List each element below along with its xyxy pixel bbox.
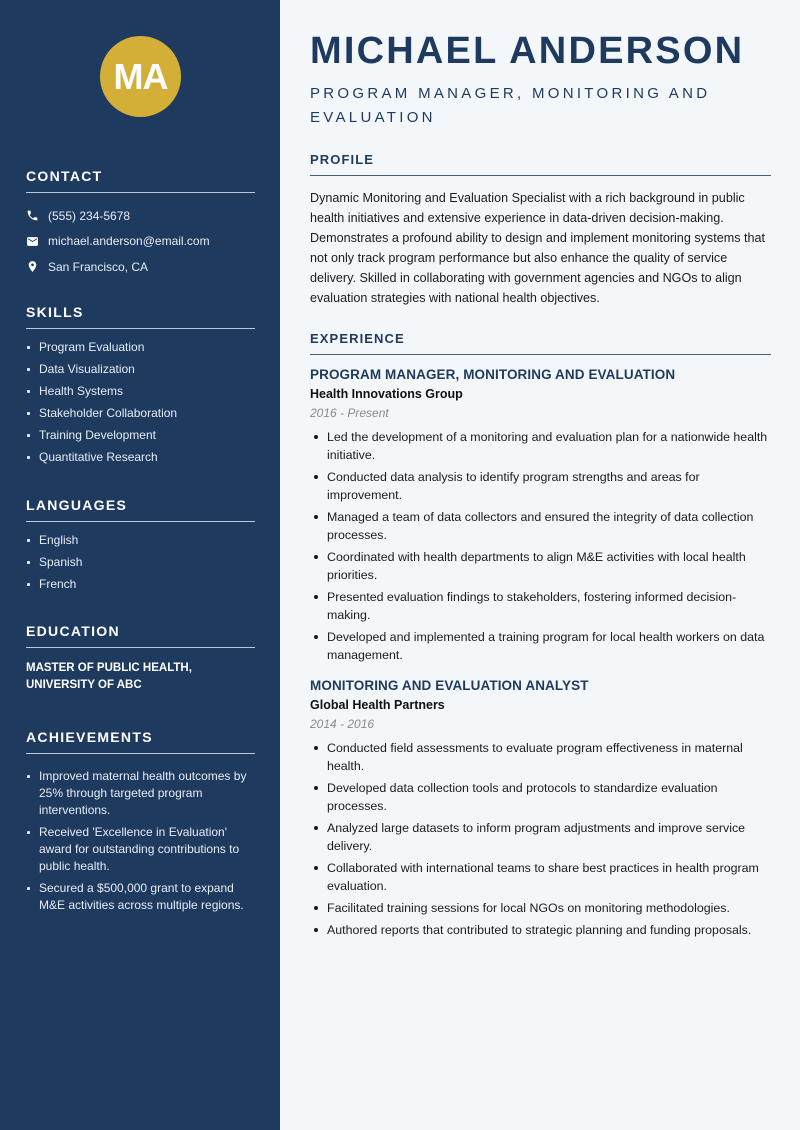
job-bullet: Presented evaluation findings to stakeholders, fostering informed decision-making. (310, 588, 771, 624)
job-bullet: Analyzed large datasets to inform program adjustments and improve service delivery. (310, 819, 771, 855)
language-item: French (26, 576, 255, 593)
contact-phone (26, 203, 255, 229)
education-degree: MASTER OF PUBLIC HEALTH, (26, 662, 192, 674)
contact-location (26, 254, 255, 280)
profile-heading: PROFILE (310, 152, 771, 176)
education-section (26, 623, 255, 694)
language-item: Spanish (26, 554, 255, 571)
languages-section (26, 497, 255, 598)
profile-section (310, 152, 771, 308)
languages-list (26, 532, 255, 593)
skills-section (26, 304, 255, 471)
job-dates: 2014 - 2016 (310, 717, 375, 731)
experience-section (310, 331, 771, 943)
language-item: English (26, 532, 255, 549)
location-pin-icon (26, 260, 39, 273)
skill-item: Health Systems (26, 383, 255, 400)
job-bullet: Authored reports that contributed to strategic planning and funding proposals. (310, 921, 771, 939)
skills-heading: SKILLS (26, 304, 255, 329)
experience-heading: EXPERIENCE (310, 331, 771, 355)
sidebar (0, 0, 280, 1130)
candidate-title: PROGRAM MANAGER, MONITORING AND EVALUATION (310, 85, 711, 126)
candidate-name: MICHAEL ANDERSON (310, 30, 745, 72)
contact-section (26, 168, 255, 280)
job-entry (310, 678, 771, 939)
education-school: UNIVERSITY OF ABC (26, 679, 142, 691)
phone-text: (555) 234-5678 (48, 208, 131, 223)
achievement-item: Secured a $500,000 grant to expand M&E activities across multiple regions. (26, 880, 255, 914)
job-title: MONITORING AND EVALUATION ANALYST (310, 678, 589, 693)
achievement-item: Received 'Excellence in Evaluation' award for outstanding contributions to public health. (26, 824, 255, 875)
job-bullet: Conducted field assessments to evaluate program effectiveness in maternal health. (310, 739, 771, 775)
phone-icon (26, 209, 39, 222)
skill-item: Stakeholder Collaboration (26, 405, 255, 422)
contact-heading: CONTACT (26, 168, 255, 193)
job-bullets (310, 428, 771, 664)
job-title: PROGRAM MANAGER, MONITORING AND EVALUATION (310, 367, 676, 382)
job-entry (310, 367, 771, 664)
job-bullet: Facilitated training sessions for local NGOs on monitoring methodologies. (310, 899, 771, 917)
job-bullet: Collaborated with international teams to share best practices in health program evaluation. (310, 859, 771, 895)
job-company: Global Health Partners (310, 698, 445, 712)
skill-item: Training Development (26, 427, 255, 444)
job-bullet: Developed and implemented a training program for local health workers on data management. (310, 628, 771, 664)
skill-item: Data Visualization (26, 361, 255, 378)
job-company: Health Innovations Group (310, 387, 463, 401)
profile-summary: Dynamic Monitoring and Evaluation Specialist with a rich background in public health initiatives and extensive experience in data-driven decision-making. Demonstrates a profound ability to design and implement monitoring systems that not only track program performance but also enhance the quality of service delivery. Skilled in collaborating with government agencies and NGOs to align evaluation strategies with national health objectives. (310, 191, 766, 305)
achievement-item: Improved maternal health outcomes by 25% through targeted program interventions. (26, 768, 255, 819)
job-bullet: Managed a team of data collectors and ensured the integrity of data collection processes. (310, 508, 771, 544)
job-bullet: Developed data collection tools and protocols to standardize evaluation processes. (310, 779, 771, 815)
languages-heading: LANGUAGES (26, 497, 255, 522)
mail-icon (26, 235, 39, 248)
job-bullet: Conducted data analysis to identify program strengths and areas for improvement. (310, 468, 771, 504)
job-bullets (310, 739, 771, 939)
achievements-section (26, 729, 255, 919)
skill-item: Quantitative Research (26, 449, 255, 466)
job-dates: 2016 - Present (310, 406, 389, 420)
achievements-heading: ACHIEVEMENTS (26, 729, 255, 754)
contact-email (26, 229, 255, 255)
achievements-list (26, 768, 255, 914)
education-entry (26, 660, 255, 694)
job-bullet: Coordinated with health departments to align M&E activities with local health priorities. (310, 548, 771, 584)
skill-item: Program Evaluation (26, 339, 255, 356)
education-heading: EDUCATION (26, 623, 255, 648)
email-text: michael.anderson@email.com (48, 234, 210, 249)
skills-list (26, 339, 255, 466)
location-text: San Francisco, CA (48, 259, 149, 274)
job-bullet: Led the development of a monitoring and evaluation plan for a nationwide health initiative. (310, 428, 771, 464)
avatar-initials: MA (100, 36, 181, 117)
